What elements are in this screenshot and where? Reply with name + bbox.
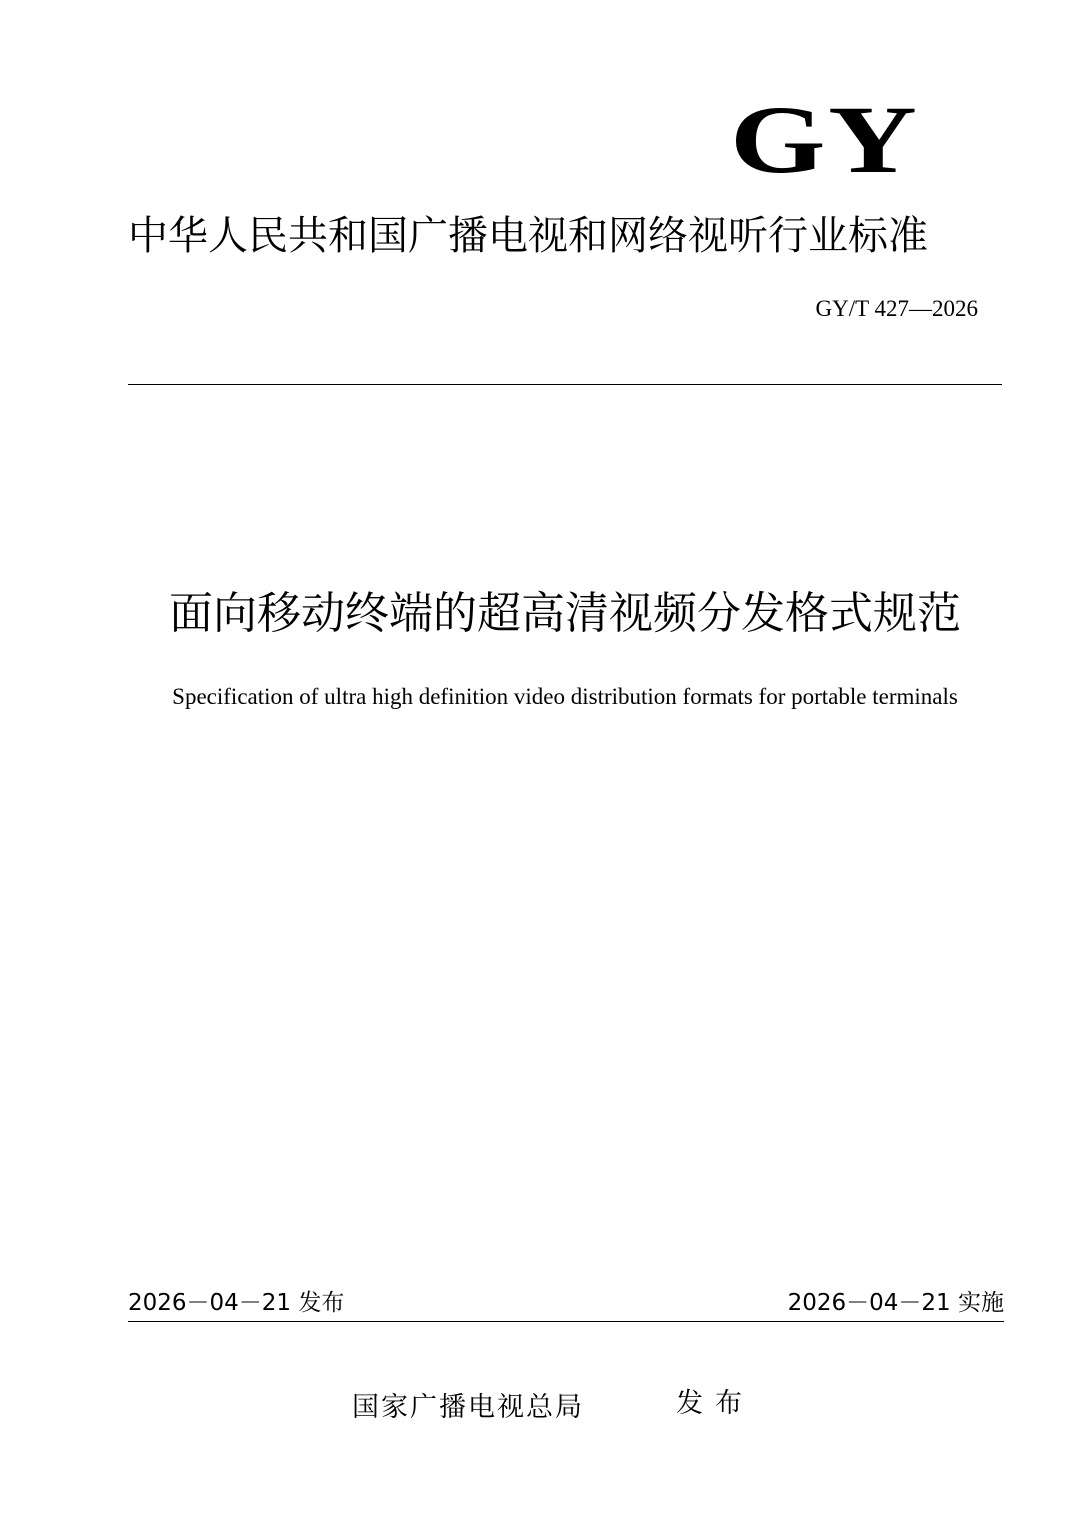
date-row (128, 1287, 1004, 1319)
standard-number: GY/T 427—2026 (815, 296, 978, 321)
document-title-english: Specification of ultra high definition video distribution formats for portable terminals (172, 684, 958, 709)
standard-logo: GY (730, 86, 920, 193)
implementation-date: 2026－04－21 实施 (787, 1290, 1004, 1316)
publisher-action: 发布 (676, 1388, 754, 1419)
issue-date: 2026－04－21 发布 (128, 1290, 345, 1316)
publisher-name: 国家广播电视总局 (352, 1392, 584, 1423)
industry-standard-title: 中华人民共和国广播电视和网络视听行业标准 (128, 213, 928, 259)
document-title-chinese: 面向移动终端的超高清视频分发格式规范 (169, 588, 961, 639)
header-divider (128, 384, 1002, 385)
footer-divider (128, 1321, 1004, 1322)
